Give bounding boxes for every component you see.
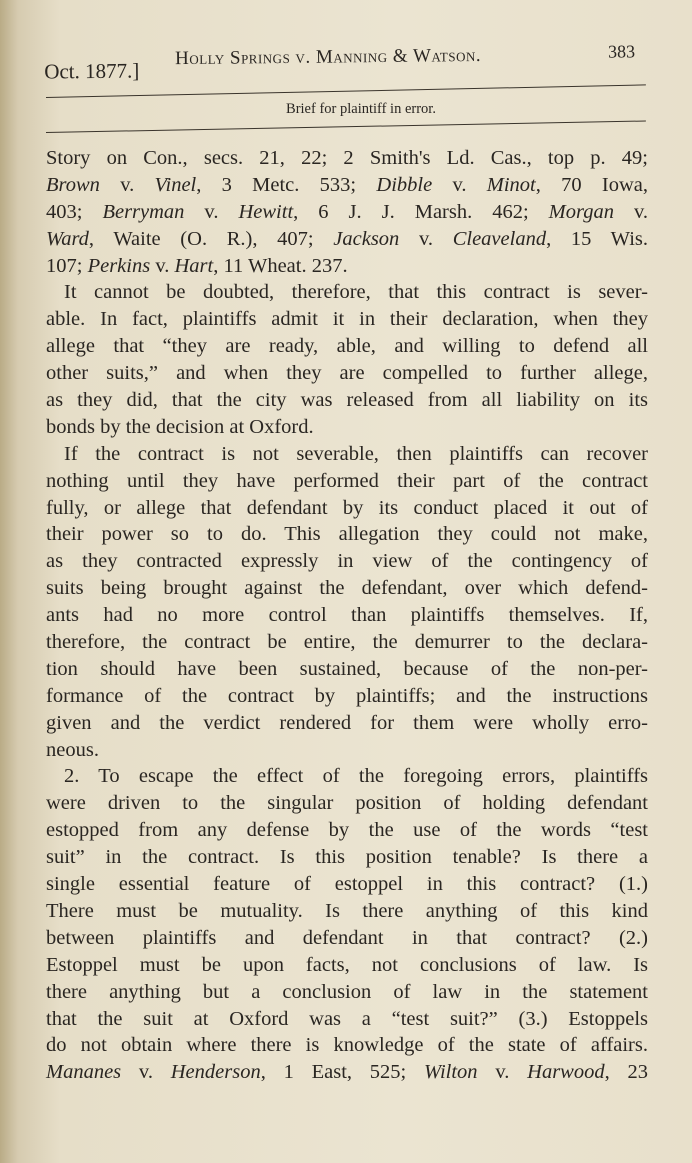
text-segment: Story on Con., secs. 21, 22; 2 Smith's Ld. Cas., top p. 49; xyxy=(46,147,648,169)
text-segment: v. xyxy=(184,200,239,223)
text-segment: there anything but a conclusion of law in the statement xyxy=(46,980,648,1003)
case-name: Henderson xyxy=(170,1061,261,1084)
text-line xyxy=(46,710,648,737)
text-line xyxy=(46,898,648,925)
text-line xyxy=(46,952,648,979)
text-segment: tion should have been sustained, because of the non-per- xyxy=(46,657,648,680)
text-segment: allege that “they are ready, able, and willing to defend all xyxy=(46,335,648,358)
text-line xyxy=(46,763,648,790)
section-subheading: Brief for plaintiff in error. xyxy=(286,101,436,117)
text-segment: given and the verdict rendered for them were wholly erro- xyxy=(46,711,648,734)
text-line xyxy=(46,844,648,871)
text-segment: as they contracted expressly in view of the contingency of xyxy=(46,550,648,573)
text-line xyxy=(46,253,648,280)
text-segment: estopped from any defense by the use of the words “test xyxy=(46,819,648,842)
text-line xyxy=(46,468,648,495)
text-segment: suit” in the contract. Is this position tenable? Is there a xyxy=(46,846,648,869)
text-segment: 2. To escape the effect of the foregoing errors, plaintiffs xyxy=(64,765,648,788)
text-line xyxy=(46,226,648,253)
text-segment: able. In fact, plaintiffs admit it in their declaration, when they xyxy=(46,308,648,331)
text-line xyxy=(46,279,648,306)
text-segment: ants had no more control than plaintiffs themselves. If, xyxy=(46,604,648,627)
text-line xyxy=(46,1059,648,1086)
text-segment: , 15 Wis. xyxy=(546,227,648,250)
text-segment: fully, or allege that defendant by its conduct placed it out of xyxy=(46,496,648,519)
text-line xyxy=(46,575,648,602)
text-segment: v. xyxy=(150,254,175,277)
text-line xyxy=(46,199,648,226)
text-line xyxy=(46,656,648,683)
text-line xyxy=(46,737,648,764)
bottom-rule xyxy=(46,120,646,133)
text-segment: as they did, that the city was released from all liability on its xyxy=(46,389,648,412)
text-line xyxy=(46,1032,648,1059)
text-segment: Estoppel must be upon facts, not conclusions of law. Is xyxy=(46,953,648,976)
text-segment: , 70 Iowa, xyxy=(535,173,648,196)
text-segment: It cannot be doubted, therefore, that this contract is sever- xyxy=(64,281,648,304)
text-segment: v. xyxy=(432,173,487,196)
case-name: Ward xyxy=(46,227,89,250)
text-segment: 107; xyxy=(46,254,88,277)
text-segment: suits being brought against the defendant, over which defend- xyxy=(46,577,648,600)
text-line xyxy=(46,602,648,629)
case-name: Cleaveland xyxy=(452,227,547,250)
text-segment: nothing until they have performed their part of the contract xyxy=(46,469,648,492)
case-name: Hewitt xyxy=(238,200,294,223)
text-line xyxy=(46,387,648,414)
text-line xyxy=(46,548,648,575)
text-segment: single essential feature of estoppel in this contract? (1.) xyxy=(46,873,648,896)
text-segment: 403; xyxy=(46,200,103,223)
text-line xyxy=(46,817,648,844)
text-segment: v. xyxy=(99,173,155,196)
text-line xyxy=(46,871,648,898)
case-name: Mananes xyxy=(46,1061,122,1084)
text-line xyxy=(46,145,648,172)
text-segment: v. xyxy=(121,1061,171,1084)
text-line xyxy=(46,521,648,548)
text-line xyxy=(46,629,648,656)
text-segment: v. xyxy=(477,1061,528,1084)
text-line xyxy=(46,306,648,333)
running-header xyxy=(0,41,692,88)
text-segment: do not obtain where there is knowledge of the state of affairs. xyxy=(46,1034,648,1057)
text-segment: that the suit at Oxford was a “test suit?” (3.) Estoppels xyxy=(46,1007,648,1030)
text-line xyxy=(46,683,648,710)
text-segment: neous. xyxy=(46,738,99,761)
text-segment: If the contract is not severable, then plaintiffs can recover xyxy=(64,442,648,465)
body-text xyxy=(46,145,648,1086)
text-line xyxy=(46,333,648,360)
case-name: Brown xyxy=(46,173,100,196)
text-line xyxy=(46,1006,648,1033)
case-name: Jackson xyxy=(333,227,400,250)
text-segment: were driven to the singular position of holding defendant xyxy=(46,792,648,815)
case-name: Minot xyxy=(486,173,536,196)
header-title: Holly Springs v. Manning & Watson. xyxy=(175,44,482,70)
text-line xyxy=(46,172,648,199)
text-segment: therefore, the contract be entire, the demurrer to the declara- xyxy=(46,631,648,654)
text-segment: , 23 xyxy=(604,1061,648,1084)
text-line xyxy=(46,441,648,468)
text-segment: , 11 Wheat. 237. xyxy=(213,254,348,277)
text-segment: , Waite (O. R.), 407; xyxy=(88,227,334,250)
text-line xyxy=(46,414,648,441)
text-segment: formance of the contract by plaintiffs; and the instructions xyxy=(46,684,648,707)
text-segment: bonds by the decision at Oxford. xyxy=(46,415,314,438)
text-segment: v. xyxy=(613,200,649,223)
header-date: Oct. 1877.] xyxy=(44,58,140,84)
text-segment: There must be mutuality. Is there anything of this kind xyxy=(46,899,648,922)
page-number: 383 xyxy=(607,41,636,62)
text-segment: between plaintiffs and defendant in that contract? (2.) xyxy=(46,926,648,949)
case-name: Hart xyxy=(174,254,214,277)
text-segment: v. xyxy=(399,227,453,250)
text-segment: , 1 East, 525; xyxy=(260,1061,425,1084)
text-line xyxy=(46,360,648,387)
text-line xyxy=(46,925,648,952)
case-name: Perkins xyxy=(87,254,151,277)
text-line xyxy=(46,979,648,1006)
text-segment: , 3 Metc. 533; xyxy=(196,173,377,196)
case-name: Morgan xyxy=(548,200,614,223)
text-segment: their power so to do. This allegation they could not make, xyxy=(46,523,648,546)
text-line xyxy=(46,495,648,522)
case-name: Wilton xyxy=(424,1061,478,1084)
case-name: Dibble xyxy=(376,173,433,196)
text-segment: other suits,” and when they are compelled to further allege, xyxy=(46,362,648,385)
text-line xyxy=(46,790,648,817)
case-name: Berryman xyxy=(102,200,185,223)
case-name: Vinel xyxy=(154,173,197,196)
text-segment: , 6 J. J. Marsh. 462; xyxy=(293,200,549,223)
case-name: Harwood xyxy=(527,1061,605,1084)
